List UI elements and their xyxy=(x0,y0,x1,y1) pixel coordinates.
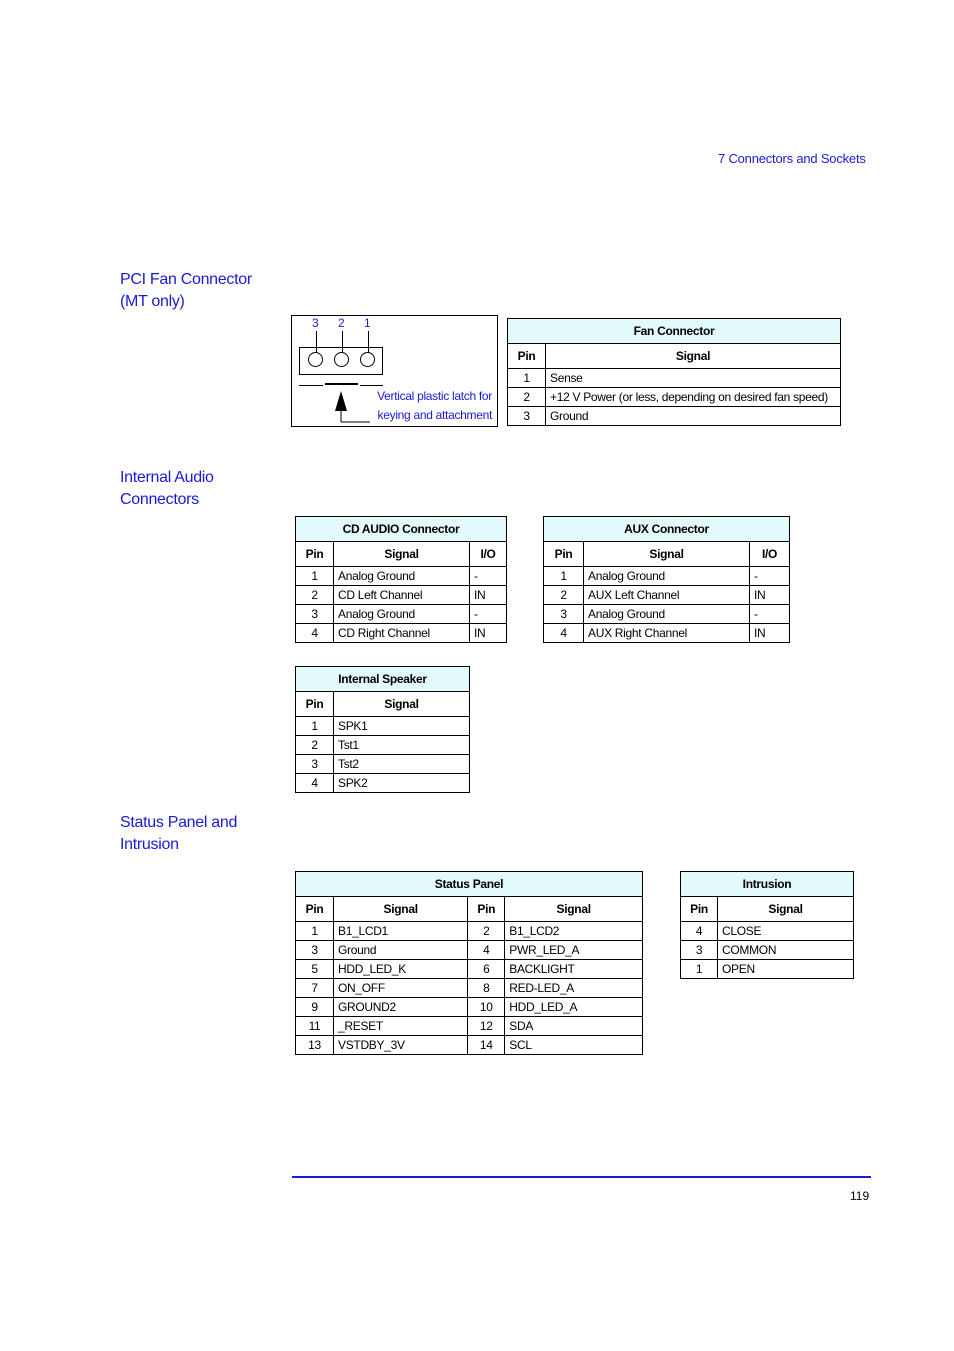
latch-arrow-icon xyxy=(332,391,372,425)
table-cell: 6 xyxy=(468,960,505,979)
page-number: 119 xyxy=(850,1189,870,1203)
table-cell: - xyxy=(750,567,790,586)
table-row xyxy=(296,605,507,624)
pin-label-2: 2 xyxy=(338,316,345,330)
column-header: I/O xyxy=(470,542,507,567)
table-cell: 1 xyxy=(508,369,546,388)
table-row xyxy=(296,586,507,605)
status-panel-table xyxy=(295,871,643,1055)
table-cell: Ground xyxy=(334,941,468,960)
table-cell: _RESET xyxy=(334,1017,468,1036)
table-cell: 2 xyxy=(544,586,584,605)
table-row xyxy=(296,755,470,774)
table-cell: 1 xyxy=(296,717,334,736)
table-cell: HDD_LED_K xyxy=(334,960,468,979)
section-heading-status-panel xyxy=(120,812,237,856)
column-header: Pin xyxy=(544,542,584,567)
latch-base-left xyxy=(299,385,323,386)
latch-base-center xyxy=(325,383,358,385)
pin-label-3: 3 xyxy=(312,316,319,330)
table-cell: B1_LCD1 xyxy=(334,922,468,941)
table-cell: 3 xyxy=(296,605,334,624)
table-cell: HDD_LED_A xyxy=(505,998,643,1017)
table-cell: 2 xyxy=(296,736,334,755)
section-heading-internal-audio xyxy=(120,467,214,511)
latch-caption-line: Vertical plastic latch for xyxy=(377,389,492,403)
table-cell: 4 xyxy=(468,941,505,960)
table-cell: - xyxy=(470,605,507,624)
table-cell: 7 xyxy=(296,979,334,998)
table-cell: 3 xyxy=(508,407,546,426)
table-cell: AUX Right Channel xyxy=(584,624,750,643)
table-cell: 4 xyxy=(296,624,334,643)
table-cell: 12 xyxy=(468,1017,505,1036)
table-cell: 1 xyxy=(681,960,718,979)
table-row xyxy=(681,941,854,960)
table-cell: IN xyxy=(750,586,790,605)
column-header: Signal xyxy=(505,897,643,922)
table-cell: 13 xyxy=(296,1036,334,1055)
table-cell: SPK1 xyxy=(334,717,470,736)
table-cell: 2 xyxy=(296,586,334,605)
table-cell: RED-LED_A xyxy=(505,979,643,998)
table-cell: ON_OFF xyxy=(334,979,468,998)
table-cell: - xyxy=(750,605,790,624)
pin-circle-icon xyxy=(308,352,323,367)
table-title: AUX Connector xyxy=(544,517,790,542)
table-cell: 3 xyxy=(544,605,584,624)
table-row xyxy=(296,1036,643,1055)
table-cell: B1_LCD2 xyxy=(505,922,643,941)
table-cell: Tst1 xyxy=(334,736,470,755)
aux-connector-table xyxy=(543,516,790,643)
table-row xyxy=(544,605,790,624)
column-header: Pin xyxy=(296,897,334,922)
table-row xyxy=(508,369,841,388)
intrusion-table xyxy=(680,871,854,979)
table-cell: SCL xyxy=(505,1036,643,1055)
section-heading-line: PCI Fan Connector xyxy=(120,271,252,288)
table-row xyxy=(296,717,470,736)
table-row xyxy=(296,979,643,998)
pin-circle-icon xyxy=(360,352,375,367)
section-heading-line: Connectors xyxy=(120,491,199,508)
table-cell: SPK2 xyxy=(334,774,470,793)
table-cell: 4 xyxy=(681,922,718,941)
table-cell: Analog Ground xyxy=(334,605,470,624)
column-header: Pin xyxy=(296,542,334,567)
table-cell: CD Left Channel xyxy=(334,586,470,605)
table-cell: - xyxy=(470,567,507,586)
table-row xyxy=(296,567,507,586)
table-cell: COMMON xyxy=(718,941,854,960)
table-cell: 3 xyxy=(296,941,334,960)
table-cell: PWR_LED_A xyxy=(505,941,643,960)
table-cell: Tst2 xyxy=(334,755,470,774)
table-row xyxy=(681,960,854,979)
column-header: Pin xyxy=(468,897,505,922)
fan-connector-diagram xyxy=(291,315,498,427)
column-header: Signal xyxy=(334,897,468,922)
table-title: Intrusion xyxy=(681,872,854,897)
table-cell: 1 xyxy=(544,567,584,586)
table-row xyxy=(296,736,470,755)
table-cell: CD Right Channel xyxy=(334,624,470,643)
column-header: Signal xyxy=(584,542,750,567)
table-cell: 11 xyxy=(296,1017,334,1036)
table-cell: GROUND2 xyxy=(334,998,468,1017)
table-cell: VSTDBY_3V xyxy=(334,1036,468,1055)
internal-speaker-table xyxy=(295,666,470,793)
latch-caption xyxy=(377,387,492,425)
latch-base-right xyxy=(360,385,383,386)
section-heading-pci-fan xyxy=(120,269,252,313)
column-header: Signal xyxy=(334,542,470,567)
table-cell: 9 xyxy=(296,998,334,1017)
table-cell: 8 xyxy=(468,979,505,998)
column-header: I/O xyxy=(750,542,790,567)
table-row xyxy=(544,624,790,643)
fan-connector-table xyxy=(507,318,841,426)
footer-divider xyxy=(292,1176,871,1178)
column-header: Pin xyxy=(296,692,334,717)
column-header: Signal xyxy=(718,897,854,922)
table-row xyxy=(296,998,643,1017)
table-row xyxy=(296,624,507,643)
table-title: CD AUDIO Connector xyxy=(296,517,507,542)
pin-label-1: 1 xyxy=(364,316,371,330)
table-cell: AUX Left Channel xyxy=(584,586,750,605)
table-row xyxy=(681,922,854,941)
table-cell: 3 xyxy=(296,755,334,774)
table-cell: BACKLIGHT xyxy=(505,960,643,979)
table-cell: 14 xyxy=(468,1036,505,1055)
table-cell: 10 xyxy=(468,998,505,1017)
table-row xyxy=(508,407,841,426)
table-title: Internal Speaker xyxy=(296,667,470,692)
cd-audio-connector-table xyxy=(295,516,507,643)
table-cell: 5 xyxy=(296,960,334,979)
table-cell: IN xyxy=(470,624,507,643)
pin-circle-icon xyxy=(334,352,349,367)
latch-caption-line: keying and attachment xyxy=(377,408,492,422)
table-row xyxy=(296,941,643,960)
table-cell: Analog Ground xyxy=(584,605,750,624)
table-cell: 1 xyxy=(296,567,334,586)
table-cell: SDA xyxy=(505,1017,643,1036)
table-cell: 4 xyxy=(296,774,334,793)
table-cell: 4 xyxy=(544,624,584,643)
section-heading-line: Intrusion xyxy=(120,836,179,853)
table-cell: Analog Ground xyxy=(584,567,750,586)
section-heading-line: Status Panel and xyxy=(120,814,238,831)
table-cell: 2 xyxy=(508,388,546,407)
table-row xyxy=(508,388,841,407)
table-title: Status Panel xyxy=(296,872,643,897)
table-cell: Ground xyxy=(546,407,841,426)
table-cell: CLOSE xyxy=(718,922,854,941)
table-title: Fan Connector xyxy=(508,319,841,344)
table-row xyxy=(296,922,643,941)
table-row xyxy=(296,960,643,979)
table-cell: OPEN xyxy=(718,960,854,979)
chapter-header-link[interactable]: 7 Connectors and Sockets xyxy=(718,151,866,166)
column-header: Pin xyxy=(681,897,718,922)
section-heading-line: (MT only) xyxy=(120,293,185,310)
table-row xyxy=(544,586,790,605)
column-header: Pin xyxy=(508,344,546,369)
column-header: Signal xyxy=(546,344,841,369)
table-row xyxy=(544,567,790,586)
table-row xyxy=(296,1017,643,1036)
table-row xyxy=(296,774,470,793)
table-cell: 2 xyxy=(468,922,505,941)
table-cell: IN xyxy=(470,586,507,605)
table-cell: Sense xyxy=(546,369,841,388)
table-cell: 3 xyxy=(681,941,718,960)
table-cell: +12 V Power (or less, depending on desired fan speed) xyxy=(546,388,841,407)
table-cell: 1 xyxy=(296,922,334,941)
column-header: Signal xyxy=(334,692,470,717)
table-cell: Analog Ground xyxy=(334,567,470,586)
table-cell: IN xyxy=(750,624,790,643)
section-heading-line: Internal Audio xyxy=(120,469,214,486)
